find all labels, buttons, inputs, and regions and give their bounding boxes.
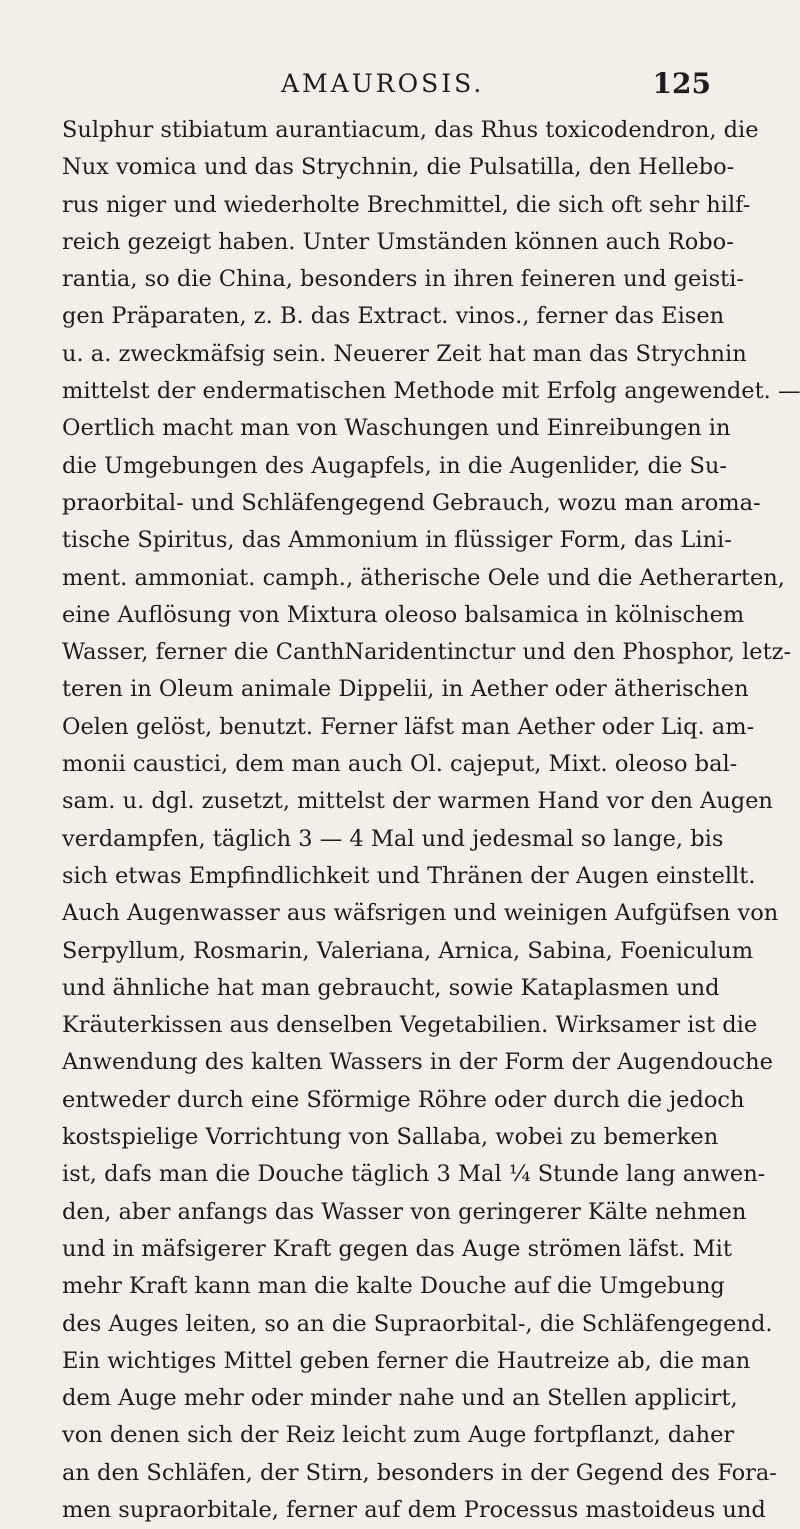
text-line: des Auges leiten, so an die Supraorbital-, die Schläfengegend. xyxy=(62,1310,773,1337)
text-line: Wasser, ferner die CanthNaridentinctur und den Phosphor, letz- xyxy=(62,639,792,666)
text-line: Kräuterkissen aus denselben Vegetabilien. Wirksamer ist die xyxy=(62,1012,758,1039)
text-line: den, aber anfangs das Wasser von geringerer Kälte nehmen xyxy=(62,1198,747,1225)
text-line: mittelst der endermatischen Methode mit Erfolg angewendet. — xyxy=(62,378,800,405)
text-line: teren in Oleum animale Dippelii, in Aether oder ätherischen xyxy=(62,676,749,703)
text-line: Anwendung des kalten Wassers in der Form der Augendouche xyxy=(62,1049,773,1076)
text-line: Oertlich macht man von Waschungen und Einreibungen in xyxy=(62,415,731,442)
text-line: sam. u. dgl. zusetzt, mittelst der warmen Hand vor den Augen xyxy=(62,788,773,815)
text-line: ment. ammoniat. camph., ätherische Oele und die Aetherarten, xyxy=(62,564,785,591)
text-line: dem Auge mehr oder minder nahe und an Stellen applicirt, xyxy=(62,1385,738,1412)
text-line: und ähnliche hat man gebraucht, sowie Kataplasmen und xyxy=(62,974,720,1001)
running-title: AMAUROSIS. xyxy=(281,69,485,98)
text-line: kostspielige Vorrichtung von Sallaba, wobei zu bemerken xyxy=(62,1124,719,1151)
text-line: sich etwas Empfindlichkeit und Thränen der Augen einstellt. xyxy=(62,862,756,889)
text-line: die Umgebungen des Augapfels, in die Augenlider, die Su- xyxy=(62,452,728,479)
text-line: Ein wichtiges Mittel geben ferner die Hautreize ab, die man xyxy=(62,1347,751,1374)
text-line: eine Auflösung von Mixtura oleoso balsamica in kölnischem xyxy=(62,601,745,628)
text-line: entweder durch eine Sförmige Röhre oder durch die jedoch xyxy=(62,1086,745,1113)
text-line: Serpyllum, Rosmarin, Valeriana, Arnica, Sabina, Foeniculum xyxy=(62,937,754,964)
text-line: Sulphur stibiatum aurantiacum, das Rhus toxicodendron, die xyxy=(62,117,759,143)
text-line: verdampfen, täglich 3 — 4 Mal und jedesmal so lange, bis xyxy=(62,825,724,852)
text-line: men supraorbitale, ferner auf dem Processus mastoideus und xyxy=(62,1496,766,1523)
text-line: von denen sich der Reiz leicht zum Auge fortpflanzt, daher xyxy=(62,1422,735,1449)
text-line: Oelen gelöst, benutzt. Ferner läfst man Aether oder Liq. am- xyxy=(62,713,755,740)
text-line: mehr Kraft kann man die kalte Douche auf die Umgebung xyxy=(62,1273,725,1300)
text-line: und in mäfsigerer Kraft gegen das Auge strömen läfst. Mit xyxy=(62,1235,732,1262)
page-header xyxy=(128,62,711,106)
body-text xyxy=(62,112,800,1529)
text-line: rus niger und wiederholte Brechmittel, die sich oft sehr hilf- xyxy=(62,191,751,218)
text-line: u. a. zweckmäfsig sein. Neuerer Zeit hat man das Strychnin xyxy=(62,340,747,367)
page-number: 125 xyxy=(652,67,711,100)
text-line: tische Spiritus, das Ammonium in flüssiger Form, das Lini- xyxy=(62,527,732,554)
text-line: ist, dafs man die Douche täglich 3 Mal ¼ Stunde lang anwen- xyxy=(62,1161,766,1188)
text-line: rantia, so die China, besonders in ihren feineren und geisti- xyxy=(62,266,744,293)
text-line: an den Schläfen, der Stirn, besonders in der Gegend des Fora- xyxy=(62,1459,777,1486)
text-line: Auch Augenwasser aus wäfsrigen und weinigen Aufgüfsen von xyxy=(62,900,779,927)
text-line: Nux vomica und das Strychnin, die Pulsatilla, den Hellebo- xyxy=(62,154,735,181)
text-line: praorbital- und Schläfengegend Gebrauch, wozu man aroma- xyxy=(62,489,761,516)
text-line: gen Präparaten, z. B. das Extract. vinos., ferner das Eisen xyxy=(62,303,725,330)
text-line: reich gezeigt haben. Unter Umständen können auch Robo- xyxy=(62,228,734,255)
text-line: monii caustici, dem man auch Ol. cajeput, Mixt. oleoso bal- xyxy=(62,751,738,778)
